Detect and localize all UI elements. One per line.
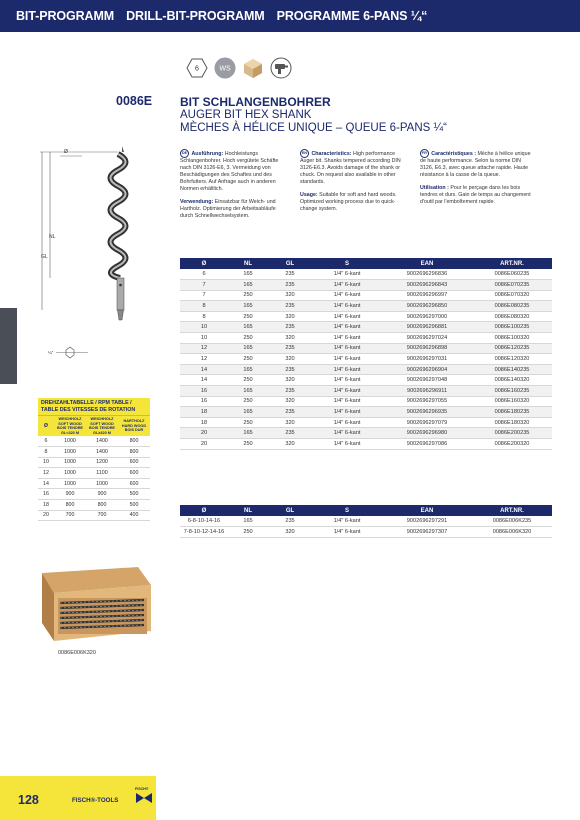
product-table-cell-dia: 18 [180, 407, 228, 418]
product-table-cell-nl: 165 [228, 343, 268, 354]
rpm-cell-hard-wood: 600 [118, 457, 150, 468]
set-table-header-dia: Ø [180, 505, 228, 516]
rpm-cell-soft-wood-short: 1000 [54, 478, 86, 489]
description-en [300, 149, 408, 219]
product-table-cell-gl: 235 [268, 386, 312, 397]
product-table-cell-dia: 14 [180, 375, 228, 386]
feature-title-en: Characteristics: [311, 151, 352, 157]
product-table-row [180, 439, 552, 450]
rpm-cell-dia: 12 [38, 468, 54, 479]
product-table-cell-nl: 165 [228, 386, 268, 397]
auger-shank [117, 278, 124, 310]
product-table-cell-gl: 320 [268, 333, 312, 344]
wood-icon [242, 57, 264, 79]
product-table-cell-ean: 9002696297055 [382, 396, 472, 407]
product-table-cell-dia: 14 [180, 364, 228, 375]
title-en: AUGER BIT HEX SHANK [180, 109, 312, 121]
product-table-cell-nl: 250 [228, 396, 268, 407]
rpm-title-line-2: TABLE DES VITESSES DE ROTATION [41, 406, 136, 413]
product-table-header-nl: NL [228, 258, 268, 269]
product-table-cell-article-no: 0086E180235 [472, 407, 552, 418]
rpm-cell-soft-wood-long: 800 [86, 500, 118, 511]
product-table-cell-gl: 235 [268, 428, 312, 439]
rpm-cell-dia: 14 [38, 478, 54, 489]
rpm-cell-soft-wood-short: 1000 [54, 457, 86, 468]
set-table-cell-ean: 9002696297291 [382, 516, 472, 527]
product-table-cell-article-no: 0086E080320 [472, 311, 552, 322]
feature-text-de: Hochleistungs Schlangenbohrer. Hoch vergütete Schäfte nach DIN 3126-E6, 3. Vermeidung von Beschädigungen des Schaftes und des Bohrfutters. Auf Anfrage auch in anderen Normen erhältlich. [180, 151, 279, 192]
rpm-table-title [38, 398, 150, 415]
product-table-row [180, 428, 552, 439]
product-table-cell-ean: 9002696296935 [382, 407, 472, 418]
product-table-cell-nl: 165 [228, 280, 268, 291]
rpm-table [38, 398, 150, 521]
rpm-cell-dia: 10 [38, 457, 54, 468]
product-table-cell-nl: 250 [228, 439, 268, 450]
rpm-row [38, 500, 150, 511]
product-table-cell-dia: 16 [180, 396, 228, 407]
product-table-cell-shank: 1/4" 6-kant [312, 269, 382, 280]
auger-bit-drawing [38, 140, 158, 370]
product-table-cell-ean: 9002696296850 [382, 301, 472, 312]
product-table-cell-shank: 1/4" 6-kant [312, 322, 382, 333]
rpm-row [38, 447, 150, 458]
footer-bar [0, 776, 580, 820]
product-table-cell-gl: 320 [268, 439, 312, 450]
header-title-fr: PROGRAMME 6-PANS ¼“ [276, 9, 428, 23]
product-table-cell-ean: 9002696296911 [382, 386, 472, 397]
product-table-cell-dia: 20 [180, 428, 228, 439]
product-table-cell-ean: 9002696296881 [382, 322, 472, 333]
rpm-cell-soft-wood-long: 900 [86, 489, 118, 500]
product-table-row [180, 280, 552, 291]
product-table-cell-shank: 1/4" 6-kant [312, 354, 382, 365]
product-table-cell-shank: 1/4" 6-kant [312, 428, 382, 439]
ws-icon [214, 57, 236, 79]
product-table-cell-dia: 12 [180, 354, 228, 365]
feature-text-en: High performance Auger bit. Shanks tempered according DIN 3126-E6.3. Avoids damage of the shank or chuck. On request also available in other standards. [300, 151, 401, 185]
header-title-en: DRILL-BIT-PROGRAMM [126, 9, 265, 23]
rpm-col-dia: Ø [38, 416, 54, 437]
product-table-row [180, 354, 552, 365]
fisch-logo-icon [136, 793, 152, 803]
rpm-cell-soft-wood-long: 1100 [86, 468, 118, 479]
set-table-cell-shank: 1/4" 6-kant [312, 516, 382, 527]
set-table [180, 505, 552, 538]
product-table-cell-nl: 250 [228, 290, 268, 301]
description-de [180, 149, 288, 226]
rpm-row [38, 489, 150, 500]
set-table-row [180, 516, 552, 527]
product-table-cell-article-no: 0086E100320 [472, 333, 552, 344]
rpm-grid [38, 415, 150, 521]
product-table-cell-nl: 165 [228, 269, 268, 280]
drill-machine-icon [270, 57, 292, 79]
description-fr [420, 149, 532, 212]
footer-brand: FISCH®-TOOLS [72, 797, 119, 804]
product-table-cell-shank: 1/4" 6-kant [312, 407, 382, 418]
product-table-cell-ean: 9002696296904 [382, 364, 472, 375]
product-table-cell-gl: 235 [268, 407, 312, 418]
product-table-cell-gl: 320 [268, 417, 312, 428]
product-table-cell-ean: 9002696296898 [382, 343, 472, 354]
product-table-header-gl: GL [268, 258, 312, 269]
feature-icons [186, 57, 292, 79]
rpm-cell-soft-wood-short: 1000 [54, 468, 86, 479]
product-table-cell-nl: 250 [228, 333, 268, 344]
rpm-cell-soft-wood-long: 1200 [86, 457, 118, 468]
rpm-cell-hard-wood: 800 [118, 447, 150, 458]
product-table-cell-article-no: 0086E160235 [472, 386, 552, 397]
product-table-cell-article-no: 0086E200235 [472, 428, 552, 439]
product-table-cell-gl: 235 [268, 280, 312, 291]
rpm-title-line-1: DREHZAHLTABELLE / RPM TABLE / [41, 400, 132, 406]
set-table-cell-shank: 1/4" 6-kant [312, 527, 382, 538]
product-table-cell-article-no: 0086E140320 [472, 375, 552, 386]
product-table-cell-ean: 9002696297000 [382, 311, 472, 322]
rpm-col-soft-ge: WEICHHOLZ SOFT WOOD BOIS TENDRE GL≥320 M [86, 416, 118, 437]
product-table-row [180, 290, 552, 301]
logo-text: FISCH® [135, 787, 149, 791]
product-table-cell-shank: 1/4" 6-kant [312, 343, 382, 354]
product-table-row [180, 269, 552, 280]
usage-text-de: Einsatzbar für Weich- und Hartholz. Optimierung der Arbeitsabläufe durch Schnellwechselsystem. [180, 199, 276, 219]
product-table-cell-ean: 9002696297031 [382, 354, 472, 365]
set-table-cell-gl: 320 [268, 527, 312, 538]
rpm-row [38, 478, 150, 489]
rpm-cell-hard-wood: 500 [118, 500, 150, 511]
set-table-header-shank: S [312, 505, 382, 516]
product-table-cell-nl: 250 [228, 417, 268, 428]
set-table-cell-article-no: 0086E006K235 [472, 516, 552, 527]
product-table-row [180, 301, 552, 312]
product-titles [180, 95, 447, 135]
rpm-cell-hard-wood: 500 [118, 489, 150, 500]
product-table-cell-ean: 9002696297024 [382, 333, 472, 344]
rpm-cell-dia: 8 [38, 447, 54, 458]
product-table-cell-ean: 9002696297079 [382, 417, 472, 428]
product-table-cell-ean: 9002696296997 [382, 290, 472, 301]
product-table-cell-gl: 235 [268, 322, 312, 333]
usage-title-en: Usage: [300, 192, 318, 198]
box-set-caption: 0086E006K320 [58, 650, 96, 656]
product-table-cell-gl: 320 [268, 354, 312, 365]
header-title-de: BIT-PROGRAMM [16, 9, 115, 23]
usage-title-de: Verwendung: [180, 199, 214, 205]
flag-de: DE [180, 149, 189, 158]
rpm-col-hard: HARTHOLZ HARD WOOD BOIS DUR [118, 416, 150, 437]
product-table-cell-dia: 10 [180, 333, 228, 344]
product-table-cell-dia: 16 [180, 386, 228, 397]
set-table-cell-ean: 9002696297307 [382, 527, 472, 538]
product-table-cell-shank: 1/4" 6-kant [312, 396, 382, 407]
set-table-cell-gl: 235 [268, 516, 312, 527]
rpm-cell-dia: 18 [38, 500, 54, 511]
product-table-cell-shank: 1/4" 6-kant [312, 417, 382, 428]
product-table-cell-nl: 165 [228, 428, 268, 439]
product-table-row [180, 386, 552, 397]
product-table-cell-nl: 165 [228, 301, 268, 312]
product-table-cell-dia: 18 [180, 417, 228, 428]
rpm-cell-hard-wood: 600 [118, 468, 150, 479]
feature-title-de: Ausführung: [191, 151, 224, 157]
rpm-col-soft-lt: WEICHHOLZ SOFT WOOD BOIS TENDRE GL<320 M [54, 416, 86, 437]
hex-shank-label: 6 [195, 65, 199, 73]
rpm-row [38, 468, 150, 479]
rpm-cell-soft-wood-short: 1000 [54, 447, 86, 458]
product-table-cell-nl: 250 [228, 354, 268, 365]
rpm-cell-soft-wood-short: 700 [54, 510, 86, 521]
rpm-row [38, 510, 150, 521]
rpm-row [38, 436, 150, 447]
nl-label: NL [49, 234, 56, 240]
product-table-cell-nl: 250 [228, 375, 268, 386]
rpm-cell-hard-wood: 600 [118, 478, 150, 489]
product-table-header-ean: EAN [382, 258, 472, 269]
product-table-cell-shank: 1/4" 6-kant [312, 439, 382, 450]
usage-title-fr: Utilisation : [420, 185, 449, 191]
product-table [180, 258, 552, 450]
product-table-cell-dia: 7 [180, 290, 228, 301]
set-table-header-nl: NL [228, 505, 268, 516]
product-table-cell-gl: 235 [268, 343, 312, 354]
product-table-cell-dia: 20 [180, 439, 228, 450]
product-table-cell-shank: 1/4" 6-kant [312, 311, 382, 322]
feature-text-fr: Mèche à hélice unique de haute performance. Selon la norme DIN 3126, E6.3, avec queue attache rapide. Haute résistance à la casse de la queue. [420, 151, 531, 178]
usage-text-fr: Pour le perçage dans les bois tendres et durs. Gain de temps au changement d'outil par l'emboîtement rapide. [420, 185, 531, 205]
product-table-cell-shank: 1/4" 6-kant [312, 290, 382, 301]
usage-text-en: Suitable for soft and hard woods. Optimized working process due to quick-change system. [300, 192, 397, 212]
title-de: BIT SCHLANGENBOHRER [180, 95, 331, 109]
product-table-cell-gl: 235 [268, 364, 312, 375]
set-table-header-gl: GL [268, 505, 312, 516]
set-table-header-ean: EAN [382, 505, 472, 516]
product-table-row [180, 322, 552, 333]
dia-label: Ø [64, 149, 68, 155]
product-table-cell-article-no: 0086E160320 [472, 396, 552, 407]
product-table-cell-ean: 9002696296980 [382, 428, 472, 439]
product-code: 0086E [116, 94, 153, 108]
rpm-cell-soft-wood-long: 700 [86, 510, 118, 521]
set-table-row [180, 527, 552, 538]
product-table-cell-ean: 9002696297086 [382, 439, 472, 450]
product-table-row [180, 333, 552, 344]
product-table-cell-dia: 10 [180, 322, 228, 333]
rpm-cell-soft-wood-long: 1000 [86, 478, 118, 489]
rpm-cell-dia: 20 [38, 510, 54, 521]
product-table-cell-dia: 8 [180, 311, 228, 322]
rpm-cell-dia: 16 [38, 489, 54, 500]
rpm-cell-hard-wood: 400 [118, 510, 150, 521]
product-table-cell-shank: 1/4" 6-kant [312, 386, 382, 397]
product-table-cell-shank: 1/4" 6-kant [312, 364, 382, 375]
title-fr: MÈCHES À HÉLICE UNIQUE – QUEUE 6-PANS ¼“ [180, 122, 447, 134]
product-table-cell-article-no: 0086E200320 [472, 439, 552, 450]
set-table-cell-article-no: 0086E006K320 [472, 527, 552, 538]
hex-shank-icon [186, 57, 208, 79]
product-table-header-shank: S [312, 258, 382, 269]
page-number: 128 [18, 793, 39, 807]
product-table-cell-article-no: 0086E120235 [472, 343, 552, 354]
product-table-cell-article-no: 0086E060235 [472, 269, 552, 280]
product-table-cell-shank: 1/4" 6-kant [312, 375, 382, 386]
product-table-row [180, 311, 552, 322]
product-table-cell-gl: 320 [268, 375, 312, 386]
product-table-cell-dia: 8 [180, 301, 228, 312]
wooden-box-set-image [38, 565, 153, 645]
set-table-cell-dia: 6-8-10-14-16 [180, 516, 228, 527]
set-table-cell-dia: 7-8-10-12-14-16 [180, 527, 228, 538]
product-table-cell-nl: 250 [228, 311, 268, 322]
product-table-cell-dia: 12 [180, 343, 228, 354]
product-table-cell-gl: 235 [268, 301, 312, 312]
ws-label: WS [219, 65, 231, 73]
product-table-cell-dia: 6 [180, 269, 228, 280]
product-table-cell-ean: 9002696296843 [382, 280, 472, 291]
rpm-cell-soft-wood-short: 800 [54, 500, 86, 511]
product-table-cell-ean: 9002696296836 [382, 269, 472, 280]
feature-title-fr: Caractéristiques : [431, 151, 477, 157]
gl-label: GL [41, 254, 48, 260]
product-table-cell-article-no: 0086E140235 [472, 364, 552, 375]
rpm-row [38, 457, 150, 468]
product-table-cell-shank: 1/4" 6-kant [312, 280, 382, 291]
product-table-cell-gl: 235 [268, 269, 312, 280]
product-table-cell-article-no: 0086E100235 [472, 322, 552, 333]
product-table-cell-gl: 320 [268, 396, 312, 407]
set-table-cell-nl: 165 [228, 516, 268, 527]
product-table-cell-ean: 9002696297048 [382, 375, 472, 386]
product-table-header-dia: Ø [180, 258, 228, 269]
rpm-cell-hard-wood: 800 [118, 436, 150, 447]
product-table-header-article-no: ART.NR. [472, 258, 552, 269]
product-table-cell-nl: 165 [228, 407, 268, 418]
rpm-cell-soft-wood-short: 900 [54, 489, 86, 500]
rpm-cell-soft-wood-short: 1000 [54, 436, 86, 447]
set-table-header-article-no: ART.NR. [472, 505, 552, 516]
product-table-cell-article-no: 0086E080235 [472, 301, 552, 312]
product-table-row [180, 364, 552, 375]
hex-size-label: ¼“ [48, 350, 54, 355]
product-table-cell-gl: 320 [268, 290, 312, 301]
side-tab-marker [0, 308, 17, 384]
rpm-cell-soft-wood-long: 1400 [86, 447, 118, 458]
product-table-row [180, 343, 552, 354]
product-table-cell-shank: 1/4" 6-kant [312, 301, 382, 312]
product-table-cell-nl: 165 [228, 322, 268, 333]
product-table-cell-nl: 165 [228, 364, 268, 375]
flag-fr: FR [420, 149, 429, 158]
product-table-row [180, 407, 552, 418]
rpm-cell-soft-wood-long: 1400 [86, 436, 118, 447]
product-table-cell-article-no: 0086E070235 [472, 280, 552, 291]
product-table-cell-dia: 7 [180, 280, 228, 291]
rpm-cell-dia: 6 [38, 436, 54, 447]
product-table-cell-article-no: 0086E180320 [472, 417, 552, 428]
product-table-cell-article-no: 0086E070320 [472, 290, 552, 301]
set-table-cell-nl: 250 [228, 527, 268, 538]
product-table-row [180, 417, 552, 428]
product-table-cell-shank: 1/4" 6-kant [312, 333, 382, 344]
product-table-cell-gl: 320 [268, 311, 312, 322]
product-table-cell-article-no: 0086E120320 [472, 354, 552, 365]
product-table-row [180, 396, 552, 407]
header-bar [0, 0, 580, 32]
product-table-row [180, 375, 552, 386]
flag-en: EN [300, 149, 309, 158]
